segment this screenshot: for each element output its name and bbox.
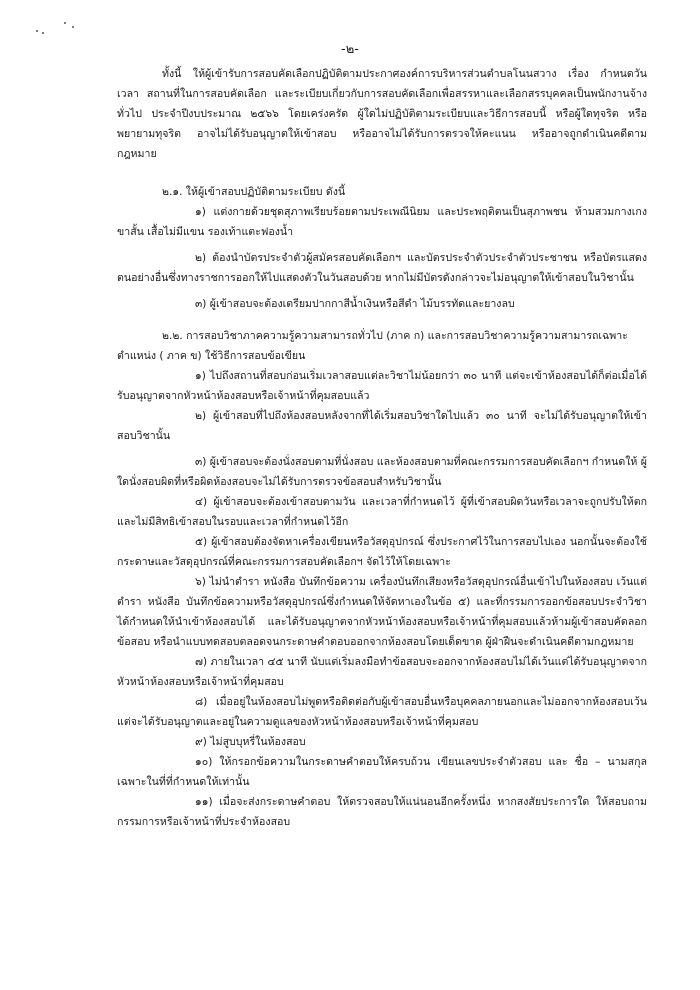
section-2-2-item-7: ๗) ภายในเวลา ๔๕ นาที นับแต่เริ่มลงมือทำข้อสอบจะออกจากห้องสอบไม่ได้เว้นแต่ได้รับอนุญาตจากหัวหน้าห้องสอบหรือเจ้าหน้าที่คุมสอบ — [117, 656, 647, 688]
section-2-2-item-8: ๘) เมื่ออยู่ในห้องสอบไม่พูดหรือติดต่อกับผู้เข้าสอบอื่นหรือบุคคลภายนอกและไม่ออกจากห้องสอบเว้นแต่จะได้รับอนุญาตและอยู่ในความดูแลของหัวหน้าห้องสอบหรือเจ้าหน้าที่คุมสอบ — [117, 696, 647, 728]
section-2-2-heading: ๒.๒. การสอบวิชาภาคความรู้ความสามารถทั่วไป (ภาค ก) และการสอบวิชาความรู้ความสามารถเฉพาะตำแหน่ง ( ภาค ข) ใช้วิธีการสอบข้อเขียน — [117, 330, 628, 362]
section-2-2-item-11: ๑๑) เมื่อจะส่งกระดาษคำตอบ ให้ตรวจสอบให้แน่นอนอีกครั้งหนึ่ง หากสงสัยประการใด ให้สอบถามกรรมการหรือเจ้าหน้าที่ประจำห้องสอบ — [117, 796, 647, 828]
section-2-1-item-2: ๒) ต้องนำบัตรประจำตัวผู้สมัครสอบคัดเลือกฯ และบัตรประจำตัวประจำตัวประชาชน หรือบัตรแสดงตนอย่างอื่นซึ่งทางราชการออกให้ไปแสดงตัวในวันสอบด้วย หากไม่มีบัตรดังกล่าวจะไม่อนุญาตให้เข้าสอบในวิชานั้น — [117, 252, 647, 284]
page-number: -๒- — [341, 42, 359, 57]
section-2-2-item-3: ๓) ผู้เข้าสอบจะต้องนั่งสอบตามที่นั่งสอบ และห้องสอบตามที่คณะกรรมการสอบคัดเลือกฯ กำหนดให้ ผู้ใดนั่งสอบผิดที่หรือผิดห้องสอบจะไม่ได้รับการตรวจข้อสอบสำหรับวิชานั้น — [117, 456, 647, 488]
section-2-2-item-4: ๔) ผู้เข้าสอบจะต้องเข้าสอบตามวัน และเวลาที่กำหนดไว้ ผู้ที่เข้าสอบผิดวันหรือเวลาจะถูกปรับให้ตกและไม่มีสิทธิเข้าสอบในรอบและเวลาที่กำหนดไว้อีก — [117, 496, 647, 528]
section-2-1-heading: ๒.๑. ให้ผู้เข้าสอบปฏิบัติตามระเบียบ ดังนี้ — [162, 186, 346, 198]
section-2-1-item-1: ๑) แต่งกายด้วยชุดสุภาพเรียบร้อยตามประเพณีนิยม และประพฤติตนเป็นสุภาพชน ห้ามสวมกางเกงขาสั้น เสื้อไม่มีแขน รองเท้าแตะฟองน้ำ — [117, 206, 647, 238]
section-2-1-item-3: ๓) ผู้เข้าสอบจะต้องเตรียมปากกาสีน้ำเงินหรือสีดำ ไม้บรรทัดและยางลบ — [195, 298, 515, 310]
section-2-2-item-10: ๑๐) ให้กรอกข้อความในกระดาษคำตอบให้ครบถ้วน เขียนเลขประจำตัวสอบ และ ชื่อ – นามสกุล เฉพาะในที่ที่กำหนดให้เท่านั้น — [117, 756, 647, 788]
section-2-2-item-5: ๕) ผู้เข้าสอบต้องจัดหาเครื่องเขียนหรือวัสดุอุปกรณ์ ซึ่งประกาศไว้ในการสอบไปเอง นอกนั้นจะต้องใช้กระดาษและวัสดุอุปกรณ์ที่คณะกรรมการสอบคัดเลือกฯ จัดไว้ให้โดยเฉพาะ — [117, 536, 647, 568]
section-2-2-item-2: ๒) ผู้เข้าสอบที่ไปถึงห้องสอบหลังจากที่ได้เริ่มสอบวิชาใดไปแล้ว ๓๐ นาที จะไม่ได้รับอนุญาตให้เข้าสอบวิชานั้น — [117, 410, 647, 442]
document-body — [117, 64, 647, 832]
intro-paragraph: ทั้งนี้ ให้ผู้เข้ารับการสอบคัดเลือกปฏิบัติตามประกาศองค์การบริหารส่วนตำบลโนนสวาง เรื่อง กำหนดวัน เวลา สถานที่ในการสอบคัดเลือก และระเบียบเกี่ยวกับการสอบคัดเลือกเพื่อสรรหาและเลือกสรรบุคคลเป็นพนักงานจ้างทั่วไป ประจำปีงบประมาณ ๒๕๖๖ โดยเคร่งครัด ผู้ใดไม่ปฏิบัติตามระเบียบและวิธีการสอบนี้ หรือผู้ใดทุจริต หรือพยายามทุจริต อาจไม่ได้รับอนุญาตให้เข้าสอบ หรืออาจไม่ได้รับการตรวจให้คะแนน หรืออาจถูกดำเนินคดีตามกฎหมาย — [117, 68, 647, 160]
section-2-2-item-6: ๖) ไม่นำตำรา หนังสือ บันทึกข้อความ เครื่องบันทึกเสียงหรือวัสดุอุปกรณ์อื่นเข้าไปในห้องสอบ เว้นแต่ตำรา หนังสือ บันทึกข้อความหรือวัสดุอุปกรณ์ซึ่งกำหนดให้จัดหาเองในข้อ ๕) และที่กรรมการออกข้อสอบประจำวิชาได้กำหนดให้นำเข้าห้องสอบได้ และได้รับอนุญาตจากหัวหน้าห้องสอบหรือเจ้าหน้าที่คุมสอบแล้วห้ามผู้เข้าสอบคัดลอกข้อสอบ หรือนำแบบทดสอบตลอดจนกระดาษคำตอบออกจากห้องสอบโดยเด็ดขาด ผู้ฝ่าฝืนจะดำเนินคดีตามกฎหมาย — [117, 576, 647, 648]
section-2-2-item-9: ๙) ไม่สูบบุหรี่ในห้องสอบ — [195, 736, 306, 748]
section-2-2-item-1: ๑) ไปถึงสถานที่สอบก่อนเริ่มเวลาสอบแต่ละวิชาไม่น้อยกว่า ๓๐ นาที แต่จะเข้าห้องสอบได้ก็ต่อเมื่อได้รับอนุญาตจากหัวหน้าห้องสอบหรือเจ้าหน้าที่คุมสอบแล้ว — [117, 370, 647, 402]
